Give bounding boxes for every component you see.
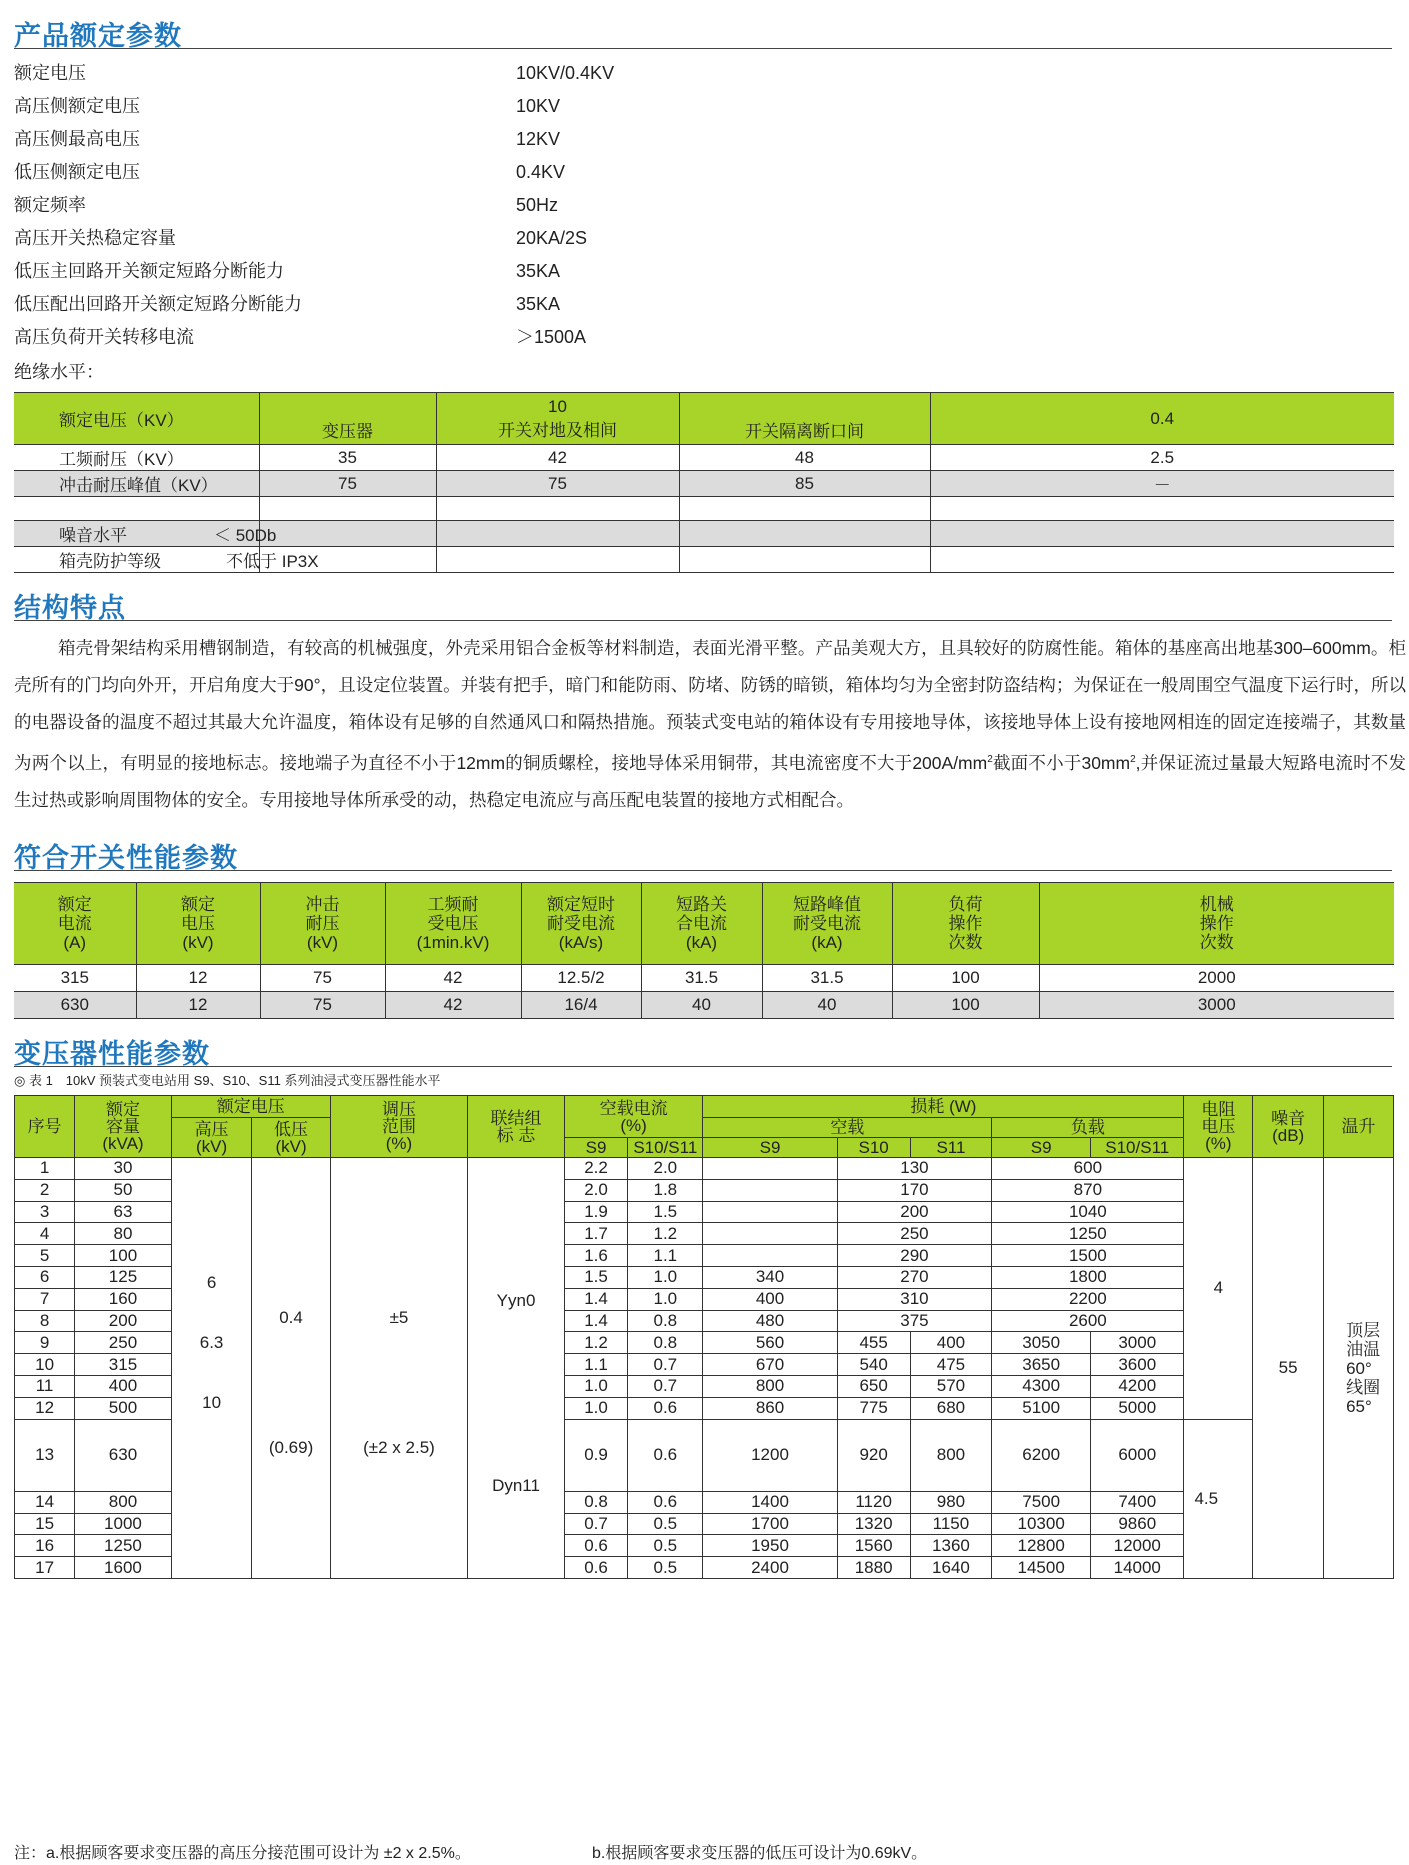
cell-noload-s11: 980 — [910, 1491, 992, 1513]
cell-i10: 0.6 — [628, 1397, 703, 1419]
cell-load-s9: 10300 — [992, 1513, 1091, 1535]
cell-cap: 1000 — [75, 1513, 172, 1535]
th-noload-current: 空载电流 (%) — [564, 1096, 703, 1138]
param-key: 低压侧额定电压 — [14, 162, 140, 182]
cell-noload-s10: 650 — [837, 1375, 910, 1397]
switch-cell: 3000 — [1197, 995, 1236, 1014]
cell-cap: 30 — [75, 1158, 172, 1180]
ins-head-label: 额定电压（KV） — [14, 393, 259, 445]
param-value: 50Hz — [516, 195, 559, 215]
cell-load: 870 — [992, 1179, 1184, 1201]
divider — [14, 48, 1392, 49]
cell-seq: 16 — [15, 1535, 75, 1557]
cell-noload-s10: 1880 — [837, 1557, 910, 1579]
cell-seq: 4 — [15, 1223, 75, 1245]
cell-load-s9: 7500 — [992, 1491, 1091, 1513]
cell-load-s9: 6200 — [992, 1419, 1091, 1491]
cell-load: 2600 — [992, 1310, 1184, 1332]
note-b: b.根据顾客要求变压器的低压可设计为0.69kV。 — [592, 1845, 928, 1862]
section-title-switch: 符合开关性能参数 — [14, 843, 238, 873]
cell-noload-s11: 1150 — [910, 1513, 992, 1535]
cell-i10: 0.5 — [628, 1535, 703, 1557]
cell-noload-s11: 570 — [910, 1375, 992, 1397]
ins-head-04: 0.4 — [1150, 408, 1175, 428]
cell-i9: 0.7 — [564, 1513, 627, 1535]
param-key: 高压侧最高电压 — [14, 129, 140, 149]
para-sup: 2 — [987, 754, 993, 765]
cell-noload-s11: 1640 — [910, 1557, 992, 1579]
cell-i10: 0.5 — [628, 1557, 703, 1579]
cell-load-s9: 14500 — [992, 1557, 1091, 1579]
cell-load-s10: 7400 — [1091, 1491, 1184, 1513]
cell-tap — [330, 1158, 467, 1579]
cell-load: 2200 — [992, 1288, 1184, 1310]
switch-header: 负荷 操作 次数 — [892, 883, 1039, 965]
param-key: 额定频率 — [14, 195, 86, 215]
cell-noload-s9: 670 — [703, 1354, 837, 1376]
cell-noload-s9: 860 — [703, 1397, 837, 1419]
th-sub: S9 — [564, 1138, 627, 1158]
cell-seq: 14 — [15, 1491, 75, 1513]
cell-i9: 0.9 — [564, 1419, 627, 1491]
lv-value: 0.4 — [279, 1308, 303, 1327]
switch-header: 短路关 合电流 (kA) — [641, 883, 762, 965]
cell-i9: 1.1 — [564, 1354, 627, 1376]
param-key: 高压负荷开关转移电流 — [14, 327, 194, 347]
switch-cell: 40 — [641, 992, 762, 1019]
cell-i10: 1.0 — [628, 1288, 703, 1310]
switch-header: 工频耐 受电压 (1min.kV) — [385, 883, 521, 965]
cell-i9: 1.2 — [564, 1332, 627, 1354]
transformer-table — [14, 1095, 1394, 1579]
cell-i9: 0.6 — [564, 1557, 627, 1579]
cell-i9: 1.6 — [564, 1245, 627, 1267]
cell-cap: 1600 — [75, 1557, 172, 1579]
switch-cell: 42 — [385, 992, 521, 1019]
cell-load-s9: 12800 — [992, 1535, 1091, 1557]
cell-i10: 1.8 — [628, 1179, 703, 1201]
cell-seq: 6 — [15, 1266, 75, 1288]
cell-noise: 55 — [1253, 1158, 1324, 1579]
switch-cell: 12.5/2 — [521, 965, 641, 992]
th-noise: 噪音 (dB) — [1253, 1096, 1324, 1158]
para-sup: 2 — [1130, 754, 1136, 765]
cell-noload-s11: 400 — [910, 1332, 992, 1354]
cell-load-s10: 6000 — [1091, 1419, 1184, 1491]
cell-cap: 630 — [75, 1419, 172, 1491]
th-noload: 空载 — [703, 1118, 992, 1138]
cell-noload-s10: 1120 — [837, 1491, 910, 1513]
cell-empty — [703, 1223, 837, 1245]
th-load: 负载 — [992, 1118, 1184, 1138]
switch-cell: 2000 — [1197, 968, 1236, 987]
cell-i9: 1.4 — [564, 1310, 627, 1332]
cell-load-s10: 3000 — [1091, 1332, 1184, 1354]
param-value: 35KA — [516, 261, 561, 281]
switch-cell: 100 — [892, 992, 1039, 1019]
th-sub: S11 — [910, 1138, 992, 1158]
cell-noload: 310 — [837, 1288, 992, 1310]
cell-imp: 4.5 — [1184, 1419, 1253, 1578]
hv-value: 10 — [202, 1393, 222, 1412]
cell-noload-s10: 920 — [837, 1419, 910, 1491]
cell-i10: 0.7 — [628, 1354, 703, 1376]
cell-i9: 1.7 — [564, 1223, 627, 1245]
cell-noload-s9: 800 — [703, 1375, 837, 1397]
cell-noload: 170 — [837, 1179, 992, 1201]
cell-noload-s9: 560 — [703, 1332, 837, 1354]
cell-seq: 11 — [15, 1375, 75, 1397]
cell-load-s9: 3650 — [992, 1354, 1091, 1376]
cell-seq: 13 — [15, 1419, 75, 1491]
th-temp: 温升 — [1324, 1096, 1394, 1158]
switch-cell: 315 — [14, 965, 136, 992]
th-sub: S10/S11 — [1091, 1138, 1184, 1158]
cell-load-s10: 12000 — [1091, 1535, 1184, 1557]
cell-i9: 1.9 — [564, 1201, 627, 1223]
cell-load: 600 — [992, 1158, 1184, 1180]
param-value: ＞1500A — [516, 327, 587, 347]
para-text: ,并保证流过量最大短路电流时不发生过热或影响周围物体的安全。专用接地导体所承受的动，热稳定电流应与高压配电装置的接地方式相配合。 — [14, 752, 1406, 810]
param-key: 高压开关热稳定容量 — [14, 228, 176, 248]
param-key: 额定电压 — [14, 63, 86, 83]
divider — [14, 1066, 1392, 1067]
cell-i10: 1.0 — [628, 1266, 703, 1288]
section-title-transformer: 变压器性能参数 — [14, 1039, 210, 1069]
cell-seq: 2 — [15, 1179, 75, 1201]
cell-seq: 9 — [15, 1332, 75, 1354]
cell-noload-s9: 400 — [703, 1288, 837, 1310]
para-text: 截面不小于30mm — [992, 752, 1131, 773]
noise-row — [14, 521, 277, 547]
switch-header: 额定 电压 (kV) — [136, 883, 260, 965]
cell-imp: 4 — [1184, 1158, 1253, 1420]
cell-load: 1250 — [992, 1223, 1184, 1245]
param-value: 10KV/0.4KV — [516, 63, 615, 83]
ins-row-label: 冲击耐压峰值（KV） — [14, 471, 259, 497]
cell-cap: 400 — [75, 1375, 172, 1397]
cell-noload: 290 — [837, 1245, 992, 1267]
switch-cell: 31.5 — [762, 965, 892, 992]
th-rated-voltage: 额定电压 — [171, 1096, 330, 1118]
switch-cell: 40 — [762, 992, 892, 1019]
cell-load: 1500 — [992, 1245, 1184, 1267]
th-hv: 高压 (kV) — [171, 1118, 252, 1158]
cell-empty — [703, 1245, 837, 1267]
switch-header: 额定短时 耐受电流 (kA/s) — [521, 883, 641, 965]
cell-i10: 2.0 — [628, 1158, 703, 1180]
ins-cell: 75 — [259, 471, 436, 497]
param-key: 低压主回路开关额定短路分断能力 — [14, 261, 284, 281]
param-value: 35KA — [516, 294, 561, 314]
cell-noload: 375 — [837, 1310, 992, 1332]
insulation-title: 绝缘水平： — [14, 362, 104, 382]
lv-value: (0.69) — [268, 1438, 314, 1457]
ins-head-transformer: 变压器 — [259, 393, 436, 445]
cell-i9: 0.8 — [564, 1491, 627, 1513]
cell-noload-s9: 1200 — [703, 1419, 837, 1491]
cell-cap: 50 — [75, 1179, 172, 1201]
cell-i10: 1.5 — [628, 1201, 703, 1223]
cell-i10: 0.8 — [628, 1332, 703, 1354]
cell-i10: 1.2 — [628, 1223, 703, 1245]
section-title-structure: 结构特点 — [14, 593, 126, 623]
param-row — [14, 318, 1014, 357]
switch-header: 短路峰值 耐受电流 (kA) — [762, 883, 892, 965]
cell-noload-s9: 1950 — [703, 1535, 837, 1557]
cell-i9: 2.2 — [564, 1158, 627, 1180]
para-text: 箱壳骨架结构采用槽钢制造，有较高的机械强度，外壳采用铝合金板等材料制造，表面光滑平整。产品美观大方，且具较好的防腐性能。箱体的基座高出地基300–600mm。柜壳所有的门均向外开，开启角度大于90°，且设定位装置。并装有把手，暗门和能防雨、防堵、防锈的暗锁，箱体均匀为全密封防盗结构；为保证在一般周围空气温度下运行时，所以的电器设备的温度不超过其最大允许温度，箱体设有足够的自然通风口和隔热措施。预装式变电站的箱体设有专用接地导体，该接地导体上设有接地网相连的固定连接端子，其数量为两个以上，有明显的接地标志。接地端子为直径不小于12mm的铜质螺栓，接地导体采用铜带，其电流密度不大于200A/mm — [14, 638, 1406, 773]
protect-label: 箱壳防护等级 — [59, 552, 161, 571]
switch-cell: 75 — [260, 992, 385, 1019]
cell-cap: 500 — [75, 1397, 172, 1419]
cell-seq: 1 — [15, 1158, 75, 1180]
transformer-caption: ◎ 表 1 10kV 预装式变电站用 S9、S10、S11 系列油浸式变压器性能水平 — [14, 1073, 441, 1088]
ins-cell: 85 — [679, 471, 930, 497]
param-key: 高压侧额定电压 — [14, 96, 140, 116]
cell-group — [468, 1158, 565, 1579]
cell-seq: 3 — [15, 1201, 75, 1223]
param-value: 20KA/2S — [516, 228, 588, 248]
cell-noload-s11: 475 — [910, 1354, 992, 1376]
cell-i10: 0.6 — [628, 1491, 703, 1513]
ins-cell: － — [1153, 476, 1171, 495]
cell-cap: 80 — [75, 1223, 172, 1245]
switch-cell: 42 — [385, 965, 521, 992]
cell-hv — [171, 1158, 252, 1579]
cell-i9: 0.6 — [564, 1535, 627, 1557]
ins-head-10-group — [436, 393, 679, 445]
cell-noload-s10: 1320 — [837, 1513, 910, 1535]
noise-value: ＜ 50Db — [214, 526, 277, 545]
cell-i9: 1.0 — [564, 1397, 627, 1419]
cell-load-s10: 9860 — [1091, 1513, 1184, 1535]
cell-i10: 0.8 — [628, 1310, 703, 1332]
cell-i10: 1.1 — [628, 1245, 703, 1267]
cell-noload: 130 — [837, 1158, 992, 1180]
cell-load-s10: 4200 — [1091, 1375, 1184, 1397]
cell-noload-s10: 1560 — [837, 1535, 910, 1557]
cell-load-s10: 3600 — [1091, 1354, 1184, 1376]
switch-header: 机械 操作 次数 — [1199, 895, 1234, 952]
tap-value: ±5 — [389, 1308, 409, 1327]
cell-seq: 10 — [15, 1354, 75, 1376]
ins-cell: 2.5 — [1150, 447, 1175, 467]
cell-noload-s11: 680 — [910, 1397, 992, 1419]
cell-seq: 15 — [15, 1513, 75, 1535]
section-title-rated: 产品额定参数 — [14, 21, 182, 51]
insulation-table — [14, 392, 1394, 573]
cell-empty — [703, 1179, 837, 1201]
cell-load-s9: 5100 — [992, 1397, 1091, 1419]
switch-cell: 12 — [136, 965, 260, 992]
noise-label: 噪音水平 — [59, 526, 127, 545]
ins-row-label: 工频耐压（KV） — [14, 445, 259, 471]
ins-cell: 35 — [259, 445, 436, 471]
cell-noload-s10: 775 — [837, 1397, 910, 1419]
cell-noload-s10: 455 — [837, 1332, 910, 1354]
cell-cap: 125 — [75, 1266, 172, 1288]
cell-seq: 17 — [15, 1557, 75, 1579]
cell-i10: 0.7 — [628, 1375, 703, 1397]
cell-seq: 8 — [15, 1310, 75, 1332]
cell-noload-s9: 480 — [703, 1310, 837, 1332]
cell-noload-s9: 2400 — [703, 1557, 837, 1579]
cell-noload: 250 — [837, 1223, 992, 1245]
th-group: 联结组 标 志 — [468, 1096, 565, 1158]
ins-head-10: 10 — [548, 396, 567, 416]
cell-noload: 200 — [837, 1201, 992, 1223]
cell-empty — [703, 1158, 837, 1180]
ins-head-switch-gap: 开关隔离断口间 — [679, 393, 930, 445]
cell-noload-s9: 1400 — [703, 1491, 837, 1513]
cell-cap: 100 — [75, 1245, 172, 1267]
switch-cell: 12 — [136, 992, 260, 1019]
cell-noload-s10: 540 — [837, 1354, 910, 1376]
cell-i9: 1.4 — [564, 1288, 627, 1310]
cell-load-s10: 5000 — [1091, 1397, 1184, 1419]
cell-noload-s11: 1360 — [910, 1535, 992, 1557]
th-seq: 序号 — [15, 1096, 75, 1158]
cell-empty — [703, 1201, 837, 1223]
structure-paragraph — [14, 630, 1406, 819]
cell-seq: 7 — [15, 1288, 75, 1310]
cell-noload-s11: 800 — [910, 1419, 992, 1491]
cell-cap: 250 — [75, 1332, 172, 1354]
cell-i9: 1.5 — [564, 1266, 627, 1288]
hv-value: 6 — [206, 1273, 217, 1292]
switch-table — [14, 882, 1394, 1019]
th-lv: 低压 (kV) — [252, 1118, 330, 1158]
cell-noload-s9: 340 — [703, 1266, 837, 1288]
table-row — [15, 1158, 1394, 1180]
switch-cell: 31.5 — [641, 965, 762, 992]
th-sub: S10/S11 — [628, 1138, 703, 1158]
group-value: Yyn0 — [496, 1291, 536, 1310]
ins-cell: 48 — [679, 445, 930, 471]
cell-noload: 270 — [837, 1266, 992, 1288]
tap-value: (±2 x 2.5) — [363, 1438, 435, 1457]
cell-i9: 2.0 — [564, 1179, 627, 1201]
cell-load-s10: 14000 — [1091, 1557, 1184, 1579]
cell-load: 1800 — [992, 1266, 1184, 1288]
table-row — [14, 965, 1394, 992]
cell-cap: 200 — [75, 1310, 172, 1332]
switch-header: 额定 电流 (A) — [14, 883, 136, 965]
param-value: 0.4KV — [516, 162, 566, 182]
th-sub: S10 — [837, 1138, 910, 1158]
cell-i9: 1.0 — [564, 1375, 627, 1397]
ins-head-switch-ground: 开关对地及相间 — [498, 420, 617, 440]
note-a: 注：a.根据顾客要求变压器的高压分接范围可设计为 ±2 x 2.5%。 — [14, 1845, 471, 1862]
cell-i10: 0.5 — [628, 1513, 703, 1535]
param-value: 10KV — [516, 96, 561, 116]
ins-cell: 42 — [436, 445, 679, 471]
switch-cell: 630 — [14, 992, 136, 1019]
hv-value: 6.3 — [199, 1333, 224, 1352]
cell-cap: 63 — [75, 1201, 172, 1223]
switch-cell: 16/4 — [521, 992, 641, 1019]
protect-value: 不低于 IP3X — [226, 552, 319, 571]
cell-temp: 顶层 油温 60° 线圈 65° — [1324, 1158, 1394, 1579]
param-key: 低压配出回路开关额定短路分断能力 — [14, 294, 302, 314]
cell-load: 1040 — [992, 1201, 1184, 1223]
cell-noload-s9: 1700 — [703, 1513, 837, 1535]
divider — [14, 620, 1392, 621]
cell-load-s9: 3050 — [992, 1332, 1091, 1354]
th-impedance: 电阻 电压 (%) — [1184, 1096, 1253, 1158]
th-tap: 调压 范围 (%) — [330, 1096, 467, 1158]
divider — [14, 870, 1392, 871]
cell-cap: 1250 — [75, 1535, 172, 1557]
cell-cap: 315 — [75, 1354, 172, 1376]
cell-cap: 800 — [75, 1491, 172, 1513]
th-sub: S9 — [703, 1138, 837, 1158]
protect-row — [14, 547, 319, 573]
cell-i10: 0.6 — [628, 1419, 703, 1491]
cell-load-s9: 4300 — [992, 1375, 1091, 1397]
th-cap: 额定 容量 (kVA) — [75, 1096, 172, 1158]
th-sub: S9 — [992, 1138, 1091, 1158]
cell-seq: 5 — [15, 1245, 75, 1267]
param-value: 12KV — [516, 129, 561, 149]
th-loss: 损耗 (W) — [703, 1096, 1184, 1118]
switch-header: 冲击 耐压 (kV) — [260, 883, 385, 965]
table-row — [14, 992, 1394, 1019]
switch-cell: 100 — [892, 965, 1039, 992]
ins-cell: 75 — [436, 471, 679, 497]
switch-cell: 75 — [260, 965, 385, 992]
group-value: Dyn11 — [492, 1476, 540, 1495]
cell-cap: 160 — [75, 1288, 172, 1310]
cell-seq: 12 — [15, 1397, 75, 1419]
cell-lv — [252, 1158, 330, 1579]
